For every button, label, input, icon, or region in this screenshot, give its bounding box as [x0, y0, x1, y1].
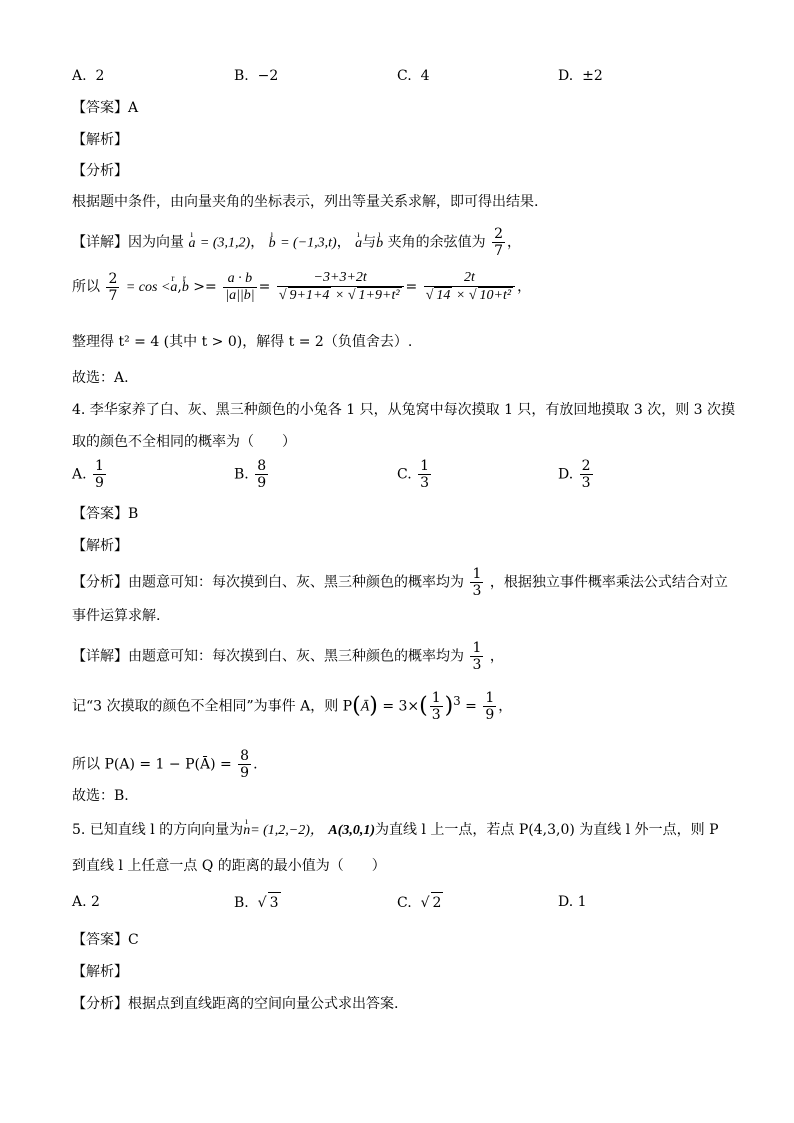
q5-option-d: D. 1 — [558, 894, 587, 910]
q4-fenxi-line2: 事件运算求解. — [72, 608, 161, 624]
q4-detail-line3: 所以 P(A) = 1 − P(Ā) = $\frac{8}{9}$ . — [72, 748, 258, 781]
q3-fenxi-text: 根据题中条件，由向量夹角的坐标表示，列出等量关系求解，即可得出结果. — [72, 194, 539, 210]
q5-option-b: B. √ 3 — [234, 892, 281, 913]
q5-analysis-heading: 【解析】 — [72, 964, 128, 980]
q5-stem-line2: 到直线 l 上任意一点 Q 的距离的最小值为（ ） — [72, 858, 386, 874]
q4-stem-line1: 4. 李华家养了白、灰、黑三种颜色的小兔各 1 只，从兔窝中每次摸取 1 只，有放回地摸取 3 次，则 3 次摸 — [72, 402, 736, 418]
q3-option-d: D. ±2 — [558, 68, 603, 84]
q3-detail-line1: 【详解】因为向量 ı a = (3,1,2)， ı b = (−1,3,t)， ı a与ı b 夹角的余弦值为 $\frac{2}{7}$ ， — [72, 226, 521, 259]
q5-option-c: C. √ 2 — [397, 892, 443, 913]
q4-option-a: A. $\frac{1}{9}$ — [72, 458, 104, 491]
q3-answer: 【答案】A — [72, 100, 139, 116]
q3-fenxi-heading: 【分析】 — [72, 163, 128, 179]
q4-answer: 【答案】B — [72, 506, 139, 522]
q3-option-b: B. −2 — [234, 68, 279, 84]
q3-option-a: A. 2 — [72, 68, 105, 84]
q5-stem-line1: 5. 已知直线 l 的方向向量为ı n= (1,2,−2)， A(3,0,1)为直线 l 上一点，若点 P(4,3,0) 为直线 l 外一点，则 P — [72, 820, 719, 841]
q4-choose: 故选：B. — [72, 788, 129, 804]
q4-option-c: C. $\frac{1}{3}$ — [397, 458, 430, 491]
q5-answer: 【答案】C — [72, 932, 139, 948]
q4-option-b: B. $\frac{8}{9}$ — [234, 458, 267, 491]
q3-simplify: 整理得 t² = 4 (其中 t > 0)，解得 t = 2（负值舍去）. — [72, 334, 413, 350]
q5-fenxi: 【分析】根据点到直线距离的空间向量公式求出答案. — [72, 996, 399, 1012]
q4-fenxi-line1: 【分析】由题意可知：每次摸到白、灰、黑三种颜色的概率均为 $\frac{1}{3}$ ，根据独立事件概率乘法公式结合对立 — [72, 566, 728, 599]
q4-stem-line2: 取的颜色不全相同的概率为（ ） — [72, 434, 296, 450]
q3-detail-line2: 所以 $\frac{2}{7}$ = cos <r a,r b >= $\frac{a \cdot b}{|a||b|}$ = $\frac{-3+3+2t}{\text{√ 9+1+4 × √ 1+9+t²}}$ = $\frac{2t}{\text{√ 14 × √ 10+t²}}$ ， — [72, 270, 531, 304]
q4-detail-line1: 【详解】由题意可知：每次摸到白、灰、黑三种颜色的概率均为 $\frac{1}{3}$ ， — [72, 640, 504, 673]
q3-analysis-heading: 【解析】 — [72, 132, 128, 148]
q3-option-c: C. 4 — [397, 68, 430, 84]
q4-option-d: D. $\frac{2}{3}$ — [558, 458, 591, 491]
q5-option-a: A. 2 — [72, 894, 100, 910]
q4-detail-line2: 记“3 次摸取的颜色不全相同”为事件 A，则 P(Ā) = 3×( $\frac{1}{3}$ )$^3$ = $\frac{1}{9}$ ， — [72, 690, 513, 723]
q4-analysis-heading: 【解析】 — [72, 538, 128, 554]
q3-choose: 故选：A. — [72, 370, 129, 386]
